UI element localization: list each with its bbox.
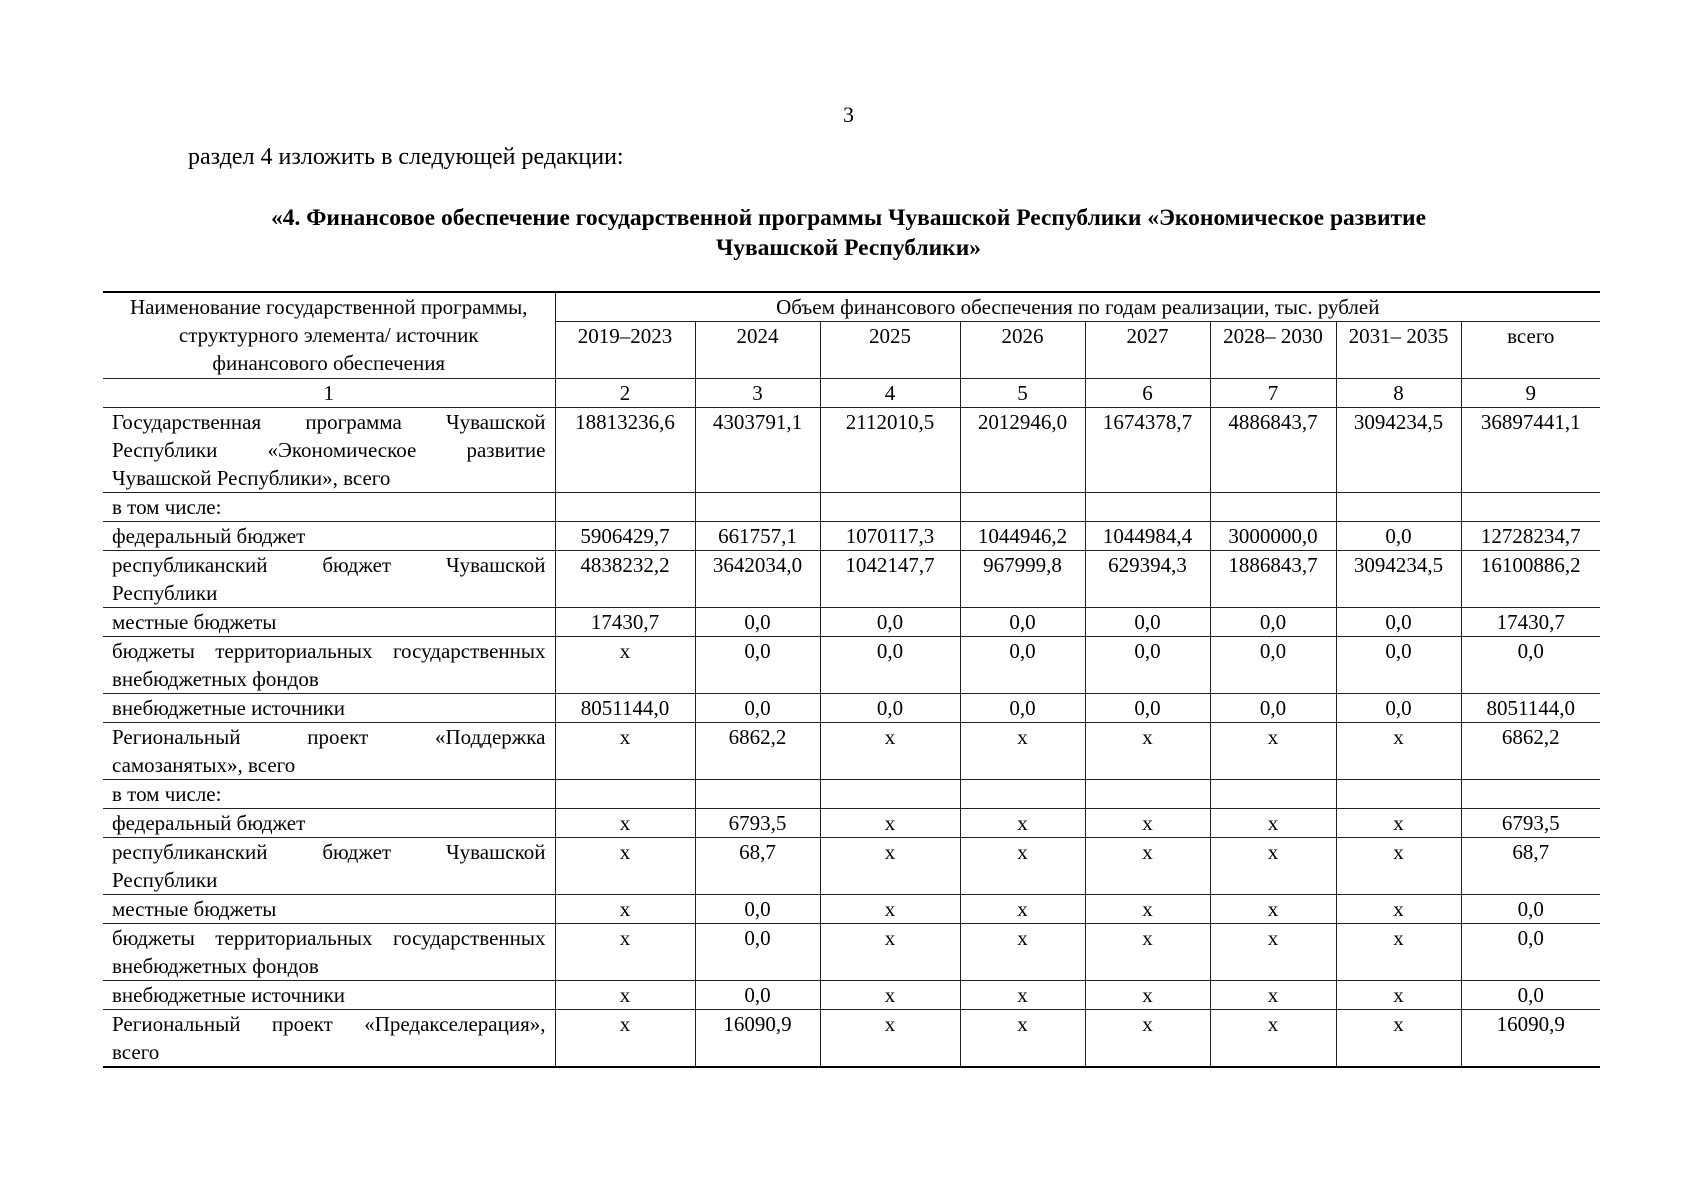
year-header-cell: 2024 <box>695 322 820 379</box>
row-name-cell: бюджеты территориальных государственных внебюджетных фондов <box>103 924 555 981</box>
column-number-cell: 3 <box>695 379 820 408</box>
intro-text: раздел 4 изложить в следующей редакции: <box>188 144 624 170</box>
value-cell: х <box>820 723 960 780</box>
column-number-cell: 7 <box>1210 379 1336 408</box>
row-name-cell: федеральный бюджет <box>103 809 555 838</box>
value-cell <box>820 493 960 522</box>
value-cell: х <box>960 1010 1085 1068</box>
value-cell: 0,0 <box>1085 637 1210 694</box>
value-cell: 4303791,1 <box>695 408 820 493</box>
column-number-cell: 8 <box>1336 379 1461 408</box>
table-row <box>103 408 1600 493</box>
row-name-cell: в том числе: <box>103 780 555 809</box>
value-cell: 36897441,1 <box>1461 408 1600 493</box>
value-cell: 661757,1 <box>695 522 820 551</box>
value-cell: х <box>820 1010 960 1068</box>
value-cell <box>555 780 695 809</box>
value-cell: 0,0 <box>695 924 820 981</box>
value-cell: х <box>960 838 1085 895</box>
value-cell: 0,0 <box>960 637 1085 694</box>
table-row <box>103 493 1600 522</box>
row-name-cell: в том числе: <box>103 493 555 522</box>
table-row <box>103 1010 1600 1068</box>
year-header-cell: 2025 <box>820 322 960 379</box>
table-row <box>103 608 1600 637</box>
value-cell <box>1336 493 1461 522</box>
value-cell: 17430,7 <box>555 608 695 637</box>
column-number-cell: 4 <box>820 379 960 408</box>
column-number-cell: 9 <box>1461 379 1600 408</box>
value-cell: х <box>1336 723 1461 780</box>
value-cell: х <box>1210 924 1336 981</box>
year-header-cell: 2031– 2035 <box>1336 322 1461 379</box>
value-cell: 12728234,7 <box>1461 522 1600 551</box>
row-name-cell: внебюджетные источники <box>103 694 555 723</box>
value-cell: 0,0 <box>1336 522 1461 551</box>
value-cell: 0,0 <box>1461 637 1600 694</box>
value-cell <box>695 493 820 522</box>
value-cell: 0,0 <box>1336 694 1461 723</box>
value-cell: х <box>1336 838 1461 895</box>
value-cell: х <box>555 1010 695 1068</box>
row-name-cell: местные бюджеты <box>103 895 555 924</box>
value-cell: х <box>1336 981 1461 1010</box>
value-cell: 8051144,0 <box>1461 694 1600 723</box>
value-cell: 0,0 <box>1461 924 1600 981</box>
value-cell: х <box>1336 809 1461 838</box>
value-cell: 0,0 <box>695 895 820 924</box>
value-cell: 1886843,7 <box>1210 551 1336 608</box>
row-name-cell: республиканский бюджет Чувашской Республики <box>103 838 555 895</box>
value-cell: х <box>555 637 695 694</box>
value-cell: 0,0 <box>1336 608 1461 637</box>
column-number-cell: 1 <box>103 379 555 408</box>
value-cell: 2112010,5 <box>820 408 960 493</box>
value-cell: 2012946,0 <box>960 408 1085 493</box>
page-number: 3 <box>843 102 854 127</box>
value-cell: х <box>1085 838 1210 895</box>
value-cell: х <box>1210 723 1336 780</box>
value-cell: 1042147,7 <box>820 551 960 608</box>
header-name-cell: Наименование государственной программы, структурного элемента/ источник финансового обеспечения <box>103 292 555 379</box>
section-heading-line-1: «4. Финансовое обеспечение государственной программы Чувашской Республики «Экономическое развитие <box>270 205 1426 231</box>
row-name-cell: местные бюджеты <box>103 608 555 637</box>
value-cell: 16100886,2 <box>1461 551 1600 608</box>
value-cell: 0,0 <box>820 608 960 637</box>
value-cell: х <box>1085 723 1210 780</box>
value-cell: 0,0 <box>1210 637 1336 694</box>
value-cell: 18813236,6 <box>555 408 695 493</box>
row-name-cell: внебюджетные источники <box>103 981 555 1010</box>
value-cell: 16090,9 <box>695 1010 820 1068</box>
value-cell: х <box>555 924 695 981</box>
header-group-cell: Объем финансового обеспечения по годам реализации, тыс. рублей <box>555 292 1600 322</box>
value-cell: х <box>555 809 695 838</box>
year-header-cell: 2028– 2030 <box>1210 322 1336 379</box>
value-cell: х <box>1210 809 1336 838</box>
value-cell: 0,0 <box>695 637 820 694</box>
value-cell: х <box>1085 809 1210 838</box>
value-cell <box>1210 780 1336 809</box>
table-row <box>103 838 1600 895</box>
table-row <box>103 694 1600 723</box>
value-cell: х <box>1336 924 1461 981</box>
value-cell: 0,0 <box>1085 694 1210 723</box>
year-header-cell: 2019–2023 <box>555 322 695 379</box>
value-cell: х <box>820 895 960 924</box>
table-row <box>103 522 1600 551</box>
value-cell: 0,0 <box>695 694 820 723</box>
value-cell: х <box>820 838 960 895</box>
table-row <box>103 895 1600 924</box>
value-cell: 8051144,0 <box>555 694 695 723</box>
row-name-cell: Государственная программа Чувашской Республики «Экономическое развитие Чувашской Республики», всего <box>103 408 555 493</box>
value-cell: 1674378,7 <box>1085 408 1210 493</box>
value-cell: х <box>960 723 1085 780</box>
value-cell: х <box>820 809 960 838</box>
value-cell: 68,7 <box>695 838 820 895</box>
value-cell: 0,0 <box>1085 608 1210 637</box>
column-number-cell: 6 <box>1085 379 1210 408</box>
row-name-cell: Региональный проект «Предакселерация», всего <box>103 1010 555 1068</box>
value-cell: 0,0 <box>960 694 1085 723</box>
value-cell: 3094234,5 <box>1336 551 1461 608</box>
value-cell: х <box>1085 924 1210 981</box>
column-number-row <box>103 379 1600 408</box>
value-cell: х <box>1210 895 1336 924</box>
value-cell: х <box>960 809 1085 838</box>
year-header-cell: всего <box>1461 322 1600 379</box>
value-cell <box>1461 780 1600 809</box>
row-name-cell: Региональный проект «Поддержка самозанятых», всего <box>103 723 555 780</box>
value-cell: х <box>1210 838 1336 895</box>
value-cell: 0,0 <box>695 608 820 637</box>
value-cell: 3642034,0 <box>695 551 820 608</box>
table-row <box>103 924 1600 981</box>
value-cell <box>820 780 960 809</box>
value-cell: 68,7 <box>1461 838 1600 895</box>
value-cell <box>960 493 1085 522</box>
value-cell: х <box>555 723 695 780</box>
value-cell: 3094234,5 <box>1336 408 1461 493</box>
value-cell: 4886843,7 <box>1210 408 1336 493</box>
value-cell: 1070117,3 <box>820 522 960 551</box>
value-cell: 6793,5 <box>695 809 820 838</box>
value-cell: 1044946,2 <box>960 522 1085 551</box>
value-cell: 4838232,2 <box>555 551 695 608</box>
value-cell <box>960 780 1085 809</box>
value-cell: х <box>555 838 695 895</box>
column-number-cell: 5 <box>960 379 1085 408</box>
value-cell: 0,0 <box>820 637 960 694</box>
value-cell: х <box>960 895 1085 924</box>
value-cell: х <box>1336 895 1461 924</box>
value-cell: х <box>555 895 695 924</box>
value-cell <box>1336 780 1461 809</box>
value-cell <box>695 780 820 809</box>
value-cell: 6793,5 <box>1461 809 1600 838</box>
table-row <box>103 723 1600 780</box>
value-cell: 5906429,7 <box>555 522 695 551</box>
row-name-cell: республиканский бюджет Чувашской Республики <box>103 551 555 608</box>
value-cell: х <box>960 981 1085 1010</box>
section-heading-line-2: Чувашской Республики» <box>716 235 981 261</box>
year-header-cell: 2027 <box>1085 322 1210 379</box>
year-header-cell: 2026 <box>960 322 1085 379</box>
value-cell <box>1210 493 1336 522</box>
column-number-cell: 2 <box>555 379 695 408</box>
value-cell: х <box>1210 981 1336 1010</box>
value-cell: 3000000,0 <box>1210 522 1336 551</box>
table-row <box>103 551 1600 608</box>
value-cell: 629394,3 <box>1085 551 1210 608</box>
table-row <box>103 981 1600 1010</box>
value-cell: 0,0 <box>1210 608 1336 637</box>
table-row <box>103 637 1600 694</box>
table-body <box>103 408 1600 1068</box>
value-cell: х <box>1085 981 1210 1010</box>
value-cell: 0,0 <box>1461 895 1600 924</box>
value-cell: 0,0 <box>695 981 820 1010</box>
value-cell: 0,0 <box>1461 981 1600 1010</box>
value-cell <box>1461 493 1600 522</box>
value-cell: 967999,8 <box>960 551 1085 608</box>
value-cell: 6862,2 <box>695 723 820 780</box>
table-row <box>103 809 1600 838</box>
value-cell: 17430,7 <box>1461 608 1600 637</box>
value-cell: 0,0 <box>960 608 1085 637</box>
value-cell: 0,0 <box>1210 694 1336 723</box>
value-cell: 0,0 <box>1336 637 1461 694</box>
value-cell: 16090,9 <box>1461 1010 1600 1068</box>
row-name-cell: федеральный бюджет <box>103 522 555 551</box>
value-cell: х <box>1336 1010 1461 1068</box>
value-cell: х <box>820 981 960 1010</box>
value-cell <box>555 493 695 522</box>
table-row <box>103 780 1600 809</box>
value-cell: 0,0 <box>820 694 960 723</box>
value-cell: 6862,2 <box>1461 723 1600 780</box>
value-cell <box>1085 493 1210 522</box>
value-cell: х <box>1085 895 1210 924</box>
value-cell <box>1085 780 1210 809</box>
value-cell: х <box>1085 1010 1210 1068</box>
value-cell: х <box>555 981 695 1010</box>
value-cell: х <box>820 924 960 981</box>
row-name-cell: бюджеты территориальных государственных внебюджетных фондов <box>103 637 555 694</box>
section-heading <box>150 203 1547 263</box>
value-cell: х <box>960 924 1085 981</box>
value-cell: х <box>1210 1010 1336 1068</box>
financing-table <box>103 291 1600 1068</box>
value-cell: 1044984,4 <box>1085 522 1210 551</box>
